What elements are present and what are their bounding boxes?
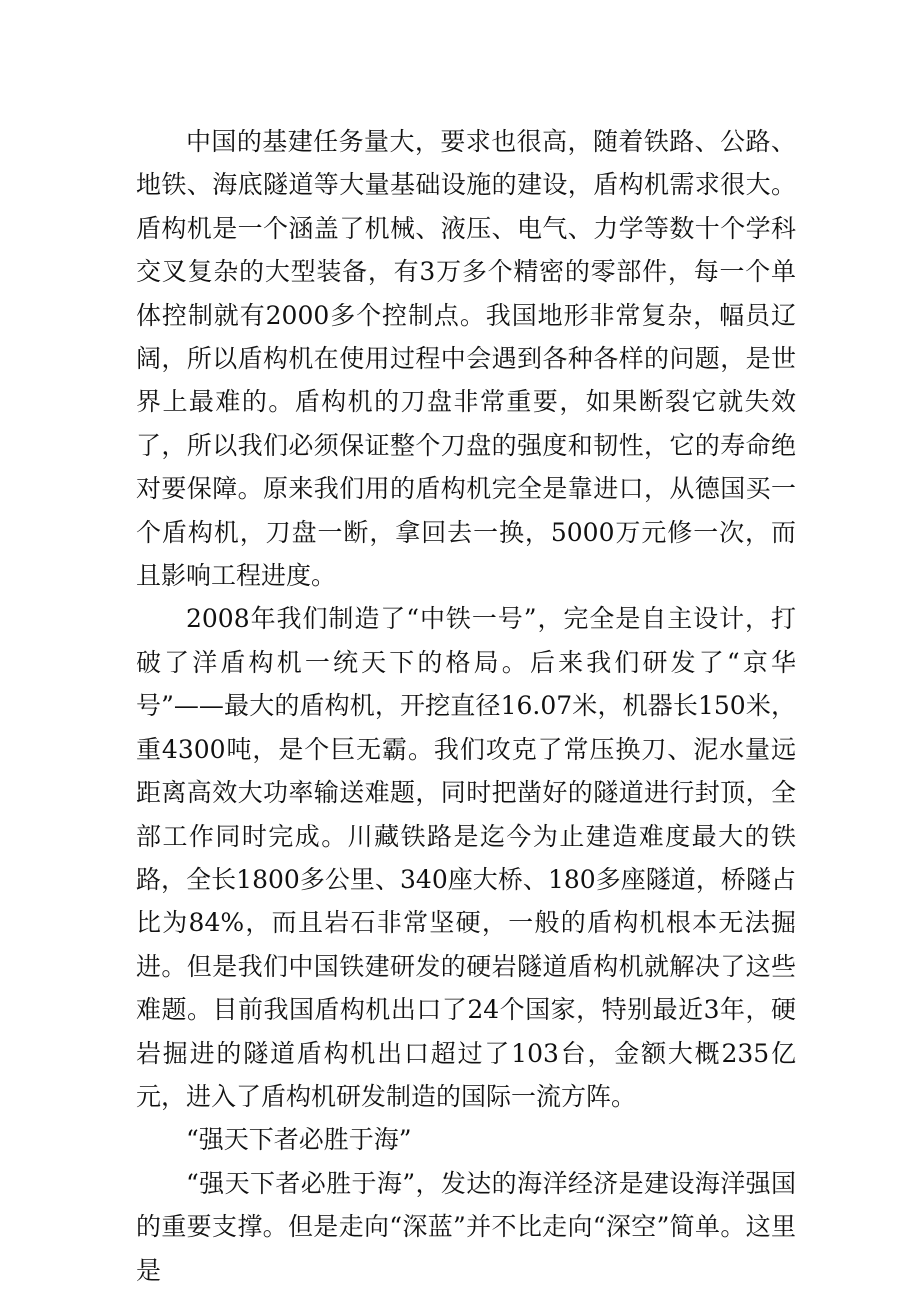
section-heading: “强天下者必胜于海” <box>186 1125 412 1155</box>
paragraph-china-railway-no1: 2008年我们制造了“中铁一号”，完全是自主设计，打破了洋盾构机一统天下的格局。后来我们研发了“京华号”——最大的盾构机，开挖直径16.07米，机器长150米，重4300吨，是个巨无霸。我们攻克了常压换刀、泥水量远距离高效大功率输送难题，同时把凿好的隧道进行封顶，全部工作同时完成。川藏铁路是迄今为止建造难度最大的铁路，全长1800多公里、340座大桥、180多座隧道，桥隧占比为84%，而且岩石非常坚硬，一般的盾构机根本无法掘进。但是我们中国铁建研发的硬岩隧道盾构机就解决了这些难题。目前我国盾构机出口了24个国家，特别最近3年，硬岩掘进的隧道盾构机出口超过了103台，金额大概235亿元，进入了盾构机研发制造的国际一流方阵。 <box>136 604 796 1111</box>
paragraph-shield-machine-demand: 中国的基建任务量大，要求也很高，随着铁路、公路、地铁、海底隧道等大量基础设施的建设，盾构机需求很大。盾构机是一个涵盖了机械、液压、电气、力学等数十个学科交叉复杂的大型装备，有3万多个精密的零部件，每一个单体控制就有2000多个控制点。我国地形非常复杂，幅员辽阔，所以盾构机在使用过程中会遇到各种各样的问题，是世界上最难的。盾构机的刀盘非常重要，如果断裂它就失效了，所以我们必须保证整个刀盘的强度和韧性，它的寿命绝对要保障。原来我们用的盾构机完全是靠进口，从德国买一个盾构机，刀盘一断，拿回去一换，5000万元修一次，而且影响工程进度。 <box>136 127 796 591</box>
paragraph-ocean-power: “强天下者必胜于海”，发达的海洋经济是建设海洋强国的重要支撑。但是走向“深蓝”并不比走向“深空”简单。这里是 <box>136 1168 796 1285</box>
document-body <box>136 120 796 1292</box>
